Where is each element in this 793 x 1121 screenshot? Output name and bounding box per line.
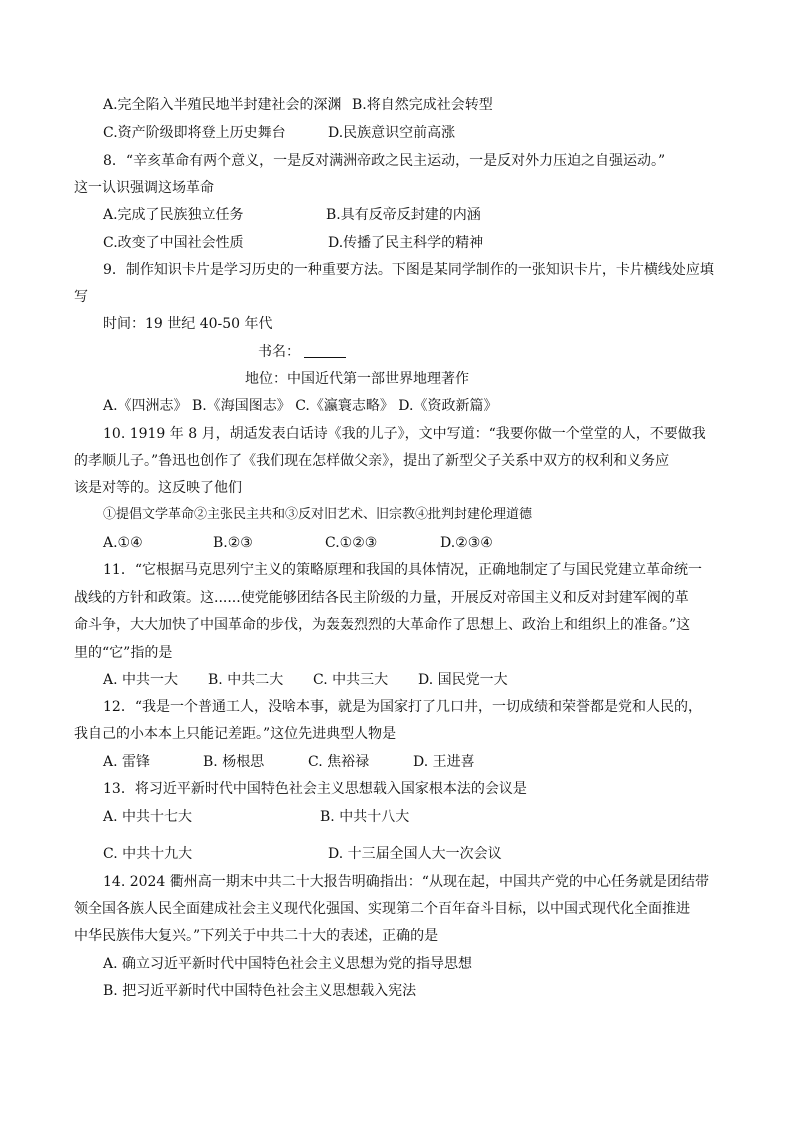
q9-card-book	[258, 342, 346, 362]
q12-stem-line-1: 12．“我是一个普通工人，没啥本事，就是为国家打了几口井，一切成绩和荣誉都是党和人民的，	[103, 699, 702, 715]
q12-option-d: D. 王进喜	[413, 754, 475, 770]
q11-option-c: C. 中共三大	[313, 672, 389, 688]
q13-option-b: B. 中共十八大	[320, 809, 410, 825]
q11-stem-line-4: 里的“它”指的是	[74, 645, 173, 661]
q9-card-book-label: 书名：	[258, 344, 300, 360]
q10-option-d: D.②③④	[440, 535, 493, 551]
q8-option-a: A.完成了民族独立任务	[103, 207, 244, 223]
q9-answer-blank	[304, 343, 346, 358]
q10-option-b: B.②③	[213, 535, 253, 551]
q8-stem-line-2: 这一认识强调这场革命	[74, 180, 214, 196]
q8-option-b: B.具有反帝反封建的内涵	[326, 207, 481, 223]
q12-option-a: A. 雷锋	[103, 754, 151, 770]
q14-stem-line-1: 14. 2024 衢州高一期末中共二十大报告明确指出：“从现在起，中国共产党的中心任务就是团结带	[103, 874, 709, 890]
q13-stem: 13．将习近平新时代中国特色社会主义思想载入国家根本法的会议是	[103, 781, 527, 797]
q7-option-b: B.将自然完成社会转型	[352, 97, 493, 113]
q7-option-row-1	[103, 95, 493, 115]
q11-option-b: B. 中共二大	[208, 672, 284, 688]
q8-stem-line-1: 8．“辛亥革命有两个意义，一是反对满洲帝政之民主运动，一是反对外力压迫之自强运动。”	[103, 153, 666, 169]
q12-option-b: B. 杨根思	[203, 754, 265, 770]
q10-option-a: A.①④	[103, 535, 143, 551]
q9-stem-line-1: 9．制作知识卡片是学习历史的一种重要方法。下图是某同学制作的一张知识卡片，卡片横线处应填	[103, 262, 714, 278]
q8-option-c: C.改变了中国社会性质	[103, 235, 244, 251]
q14-option-a: A. 确立习近平新时代中国特色社会主义思想为党的指导思想	[103, 956, 473, 972]
q10-stem-line-2: 的孝顺儿子。”鲁迅也创作了《我们现在怎样做父亲》，提出了新型父子关系中双方的权利和义务应	[74, 453, 670, 469]
q11-stem-line-3: 命斗争，大大加快了中国革命的步伐，为轰轰烈烈的大革命作了思想上、政治上和组织上的准备。”这	[74, 617, 691, 633]
q11-option-d: D. 国民党一大	[418, 672, 508, 688]
q9-options: A.《四洲志》 B.《海国图志》 C.《瀛寰志略》 D.《资政新篇》	[103, 398, 498, 414]
q14-option-b: B. 把习近平新时代中国特色社会主义思想载入宪法	[103, 983, 417, 999]
q10-stem-line-3: 该是对等的。这反映了他们	[74, 480, 242, 496]
q14-stem-line-3: 中华民族伟大复兴。”下列关于中共二十大的表述，正确的是	[74, 928, 439, 944]
q9-card-time: 时间：19 世纪 40-50 年代	[103, 316, 273, 332]
q9-stem-line-2: 写	[74, 289, 88, 305]
q11-option-a: A. 中共一大	[103, 672, 179, 688]
q14-stem-line-2: 领全国各族人民全面建成社会主义现代化强国、实现第二个百年奋斗目标，以中国式现代化全面推进	[74, 901, 690, 917]
q11-stem-line-1: 11．“它根据马克思列宁主义的策略原理和我国的具体情况，正确地制定了与国民党建立革命统一	[103, 562, 702, 578]
q7-option-a: A.完全陷入半殖民地半封建社会的深渊	[103, 97, 342, 113]
q10-stem-line-1: 10. 1919 年 8 月，胡适发表白话诗《我的儿子》，文中写道：“我要你做一个堂堂的人，不要做我	[103, 426, 706, 442]
q10-items: ①提倡文学革命②主张民主共和③反对旧艺术、旧宗教④批判封建伦理道德	[103, 507, 533, 522]
q13-option-a: A. 中共十七大	[103, 809, 193, 825]
q12-option-c: C. 焦裕禄	[308, 754, 370, 770]
q8-option-d: D.传播了民主科学的精神	[328, 235, 484, 251]
q10-option-c: C.①②③	[325, 535, 378, 551]
q11-stem-line-2: 战线的方针和政策。这......使党能够团结各民主阶级的力量，开展反对帝国主义和反对封建军阀的革	[74, 590, 689, 606]
q9-card-status: 地位：中国近代第一部世界地理著作	[245, 371, 469, 387]
q12-stem-line-2: 我自己的小本本上只能记差距。”这位先进典型人物是	[74, 726, 397, 742]
q7-option-d: D.民族意识空前高涨	[328, 125, 456, 141]
q13-option-d: D. 十三届全国人大一次会议	[328, 846, 502, 862]
q7-option-c: C.资产阶级即将登上历史舞台	[103, 125, 286, 141]
q13-option-c: C. 中共十九大	[103, 846, 193, 862]
